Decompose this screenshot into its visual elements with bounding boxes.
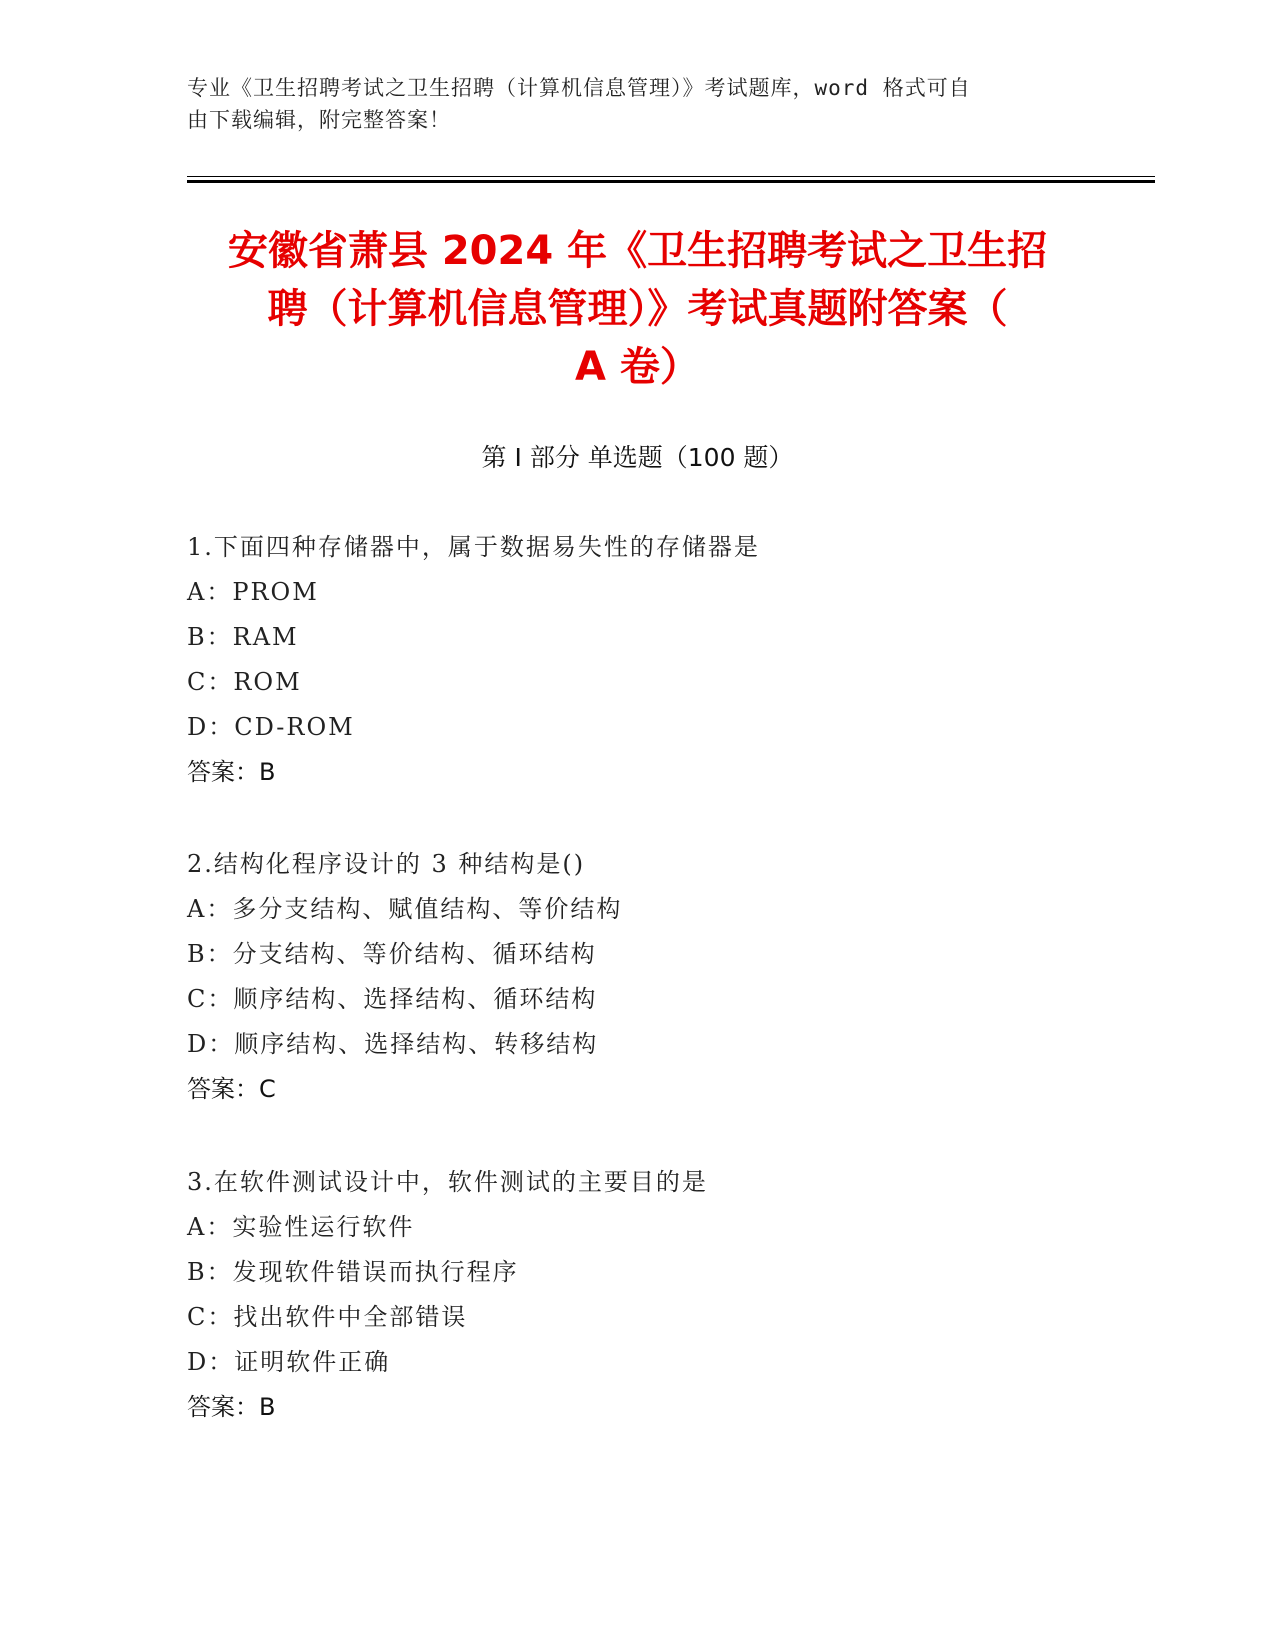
option-a: A：多分支结构、赋值结构、等价结构 [187, 895, 623, 923]
header-divider-thin [187, 176, 1155, 177]
option-d: D：顺序结构、选择结构、转移结构 [187, 1030, 599, 1058]
option-c: C：顺序结构、选择结构、循环结构 [187, 985, 598, 1013]
question-stem: 3.在软件测试设计中，软件测试的主要目的是 [187, 1168, 708, 1196]
title-line: A 卷） [575, 344, 700, 390]
question-block [187, 1160, 1087, 1430]
option-c: C：找出软件中全部错误 [187, 1303, 468, 1331]
header-note-line: 由下载编辑，附完整答案！ [187, 108, 451, 132]
question-stem: 2.结构化程序设计的 3 种结构是() [187, 850, 586, 878]
answer-line: 答案：C [187, 1075, 276, 1103]
question-block [187, 842, 1087, 1112]
answer-line: 答案：B [187, 1393, 276, 1421]
option-a: A：实验性运行软件 [187, 1213, 415, 1241]
option-b: B：发现软件错误而执行程序 [187, 1258, 519, 1286]
option-d: D：CD-ROM [187, 713, 355, 741]
option-c: C：ROM [187, 668, 302, 696]
title-line: 安徽省萧县 2024 年《卫生招聘考试之卫生招 [227, 228, 1048, 274]
option-a: A：PROM [187, 578, 319, 606]
question-stem: 1.下面四种存储器中，属于数据易失性的存储器是 [187, 533, 760, 561]
header-note [187, 72, 1067, 136]
header-note-line: 专业《卫生招聘考试之卫生招聘（计算机信息管理）》考试题库，word 格式可自 [187, 76, 971, 100]
title-line: 聘（计算机信息管理）》考试真题附答案（ [267, 286, 1008, 332]
option-b: B：分支结构、等价结构、循环结构 [187, 940, 597, 968]
option-d: D：证明软件正确 [187, 1348, 391, 1376]
option-b: B：RAM [187, 623, 299, 651]
answer-line: 答案：B [187, 758, 276, 786]
section-title: 第 I 部分 单选题（100 题） [481, 443, 794, 472]
document-title [160, 222, 1115, 396]
question-block [187, 525, 1087, 795]
header-divider-thick [187, 180, 1155, 183]
